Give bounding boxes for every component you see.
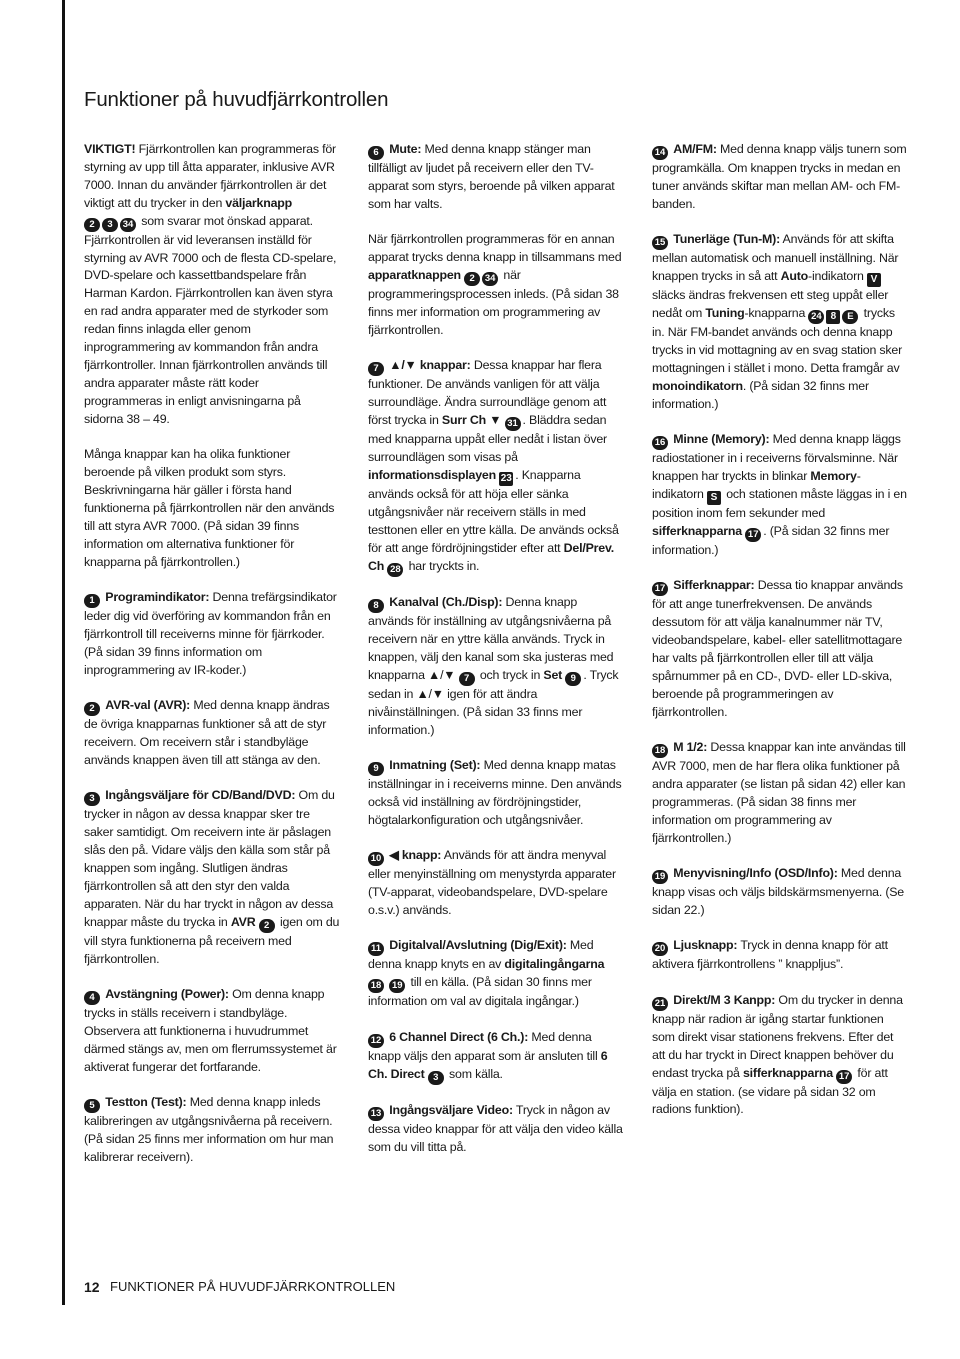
- display-indicator-ref: 23: [500, 472, 512, 484]
- item-20: 20 Ljusknapp: Tryck in denna knapp för att aktivera fjärrkontrollens ” knappljus”.: [652, 938, 888, 972]
- ref-number: 24: [808, 310, 824, 324]
- left-vertical-rule: [62, 0, 65, 1305]
- item-11: 11 Digitalval/Avslutning (Dig/Exit): Med denna knapp knyts en av digitalingångarna 18 19 till en källa. (På sidan 30 finns mer information om val av digitala ingångar.): [368, 938, 605, 1009]
- item-number: 13: [368, 1107, 384, 1121]
- display-indicator-ref: V: [867, 273, 881, 287]
- ref-number: 28: [387, 563, 403, 577]
- footer-section-name: FUNKTIONER PÅ HUVUDFJÄRRKONTROLLEN: [110, 1279, 396, 1294]
- ref-number: 7: [459, 672, 475, 686]
- item-number: 2: [84, 702, 100, 716]
- item-number: 15: [652, 236, 668, 250]
- item-2: 2 AVR-val (AVR): Med denna knapp ändras de övriga knapparnas funktioner så att de styr receivern. Om receivern står i standbyläge används knappen även till att stänga av den.: [84, 698, 330, 767]
- item-number: 18: [652, 744, 668, 758]
- item-3: 3 Ingångsväljare för CD/Band/DVD: Om du trycker in någon av dessa knappar sker tre saker samtidigt. Om receivern inte är påslagen slås den på. Vidare väljs den källa som står på knappen som ingång. Slutligen ändras fjärrkontrollen så att den styr den valda apparaten. När du har tryckt in någon av dessa knappar måste du trycka in AVR 2 igen om du vill styra funktionerna på receivern med fjärrkontrollen.: [84, 788, 340, 966]
- column-1: [84, 141, 340, 1184]
- item-9: 9 Inmatning (Set): Med denna knapp matas inställningar in i receiverns minne. Den används också vid inställning av fördröjningstider, högtalarkonfiguration och utgångsnivåer.: [368, 757, 622, 827]
- ref-number: 9: [565, 672, 581, 686]
- item-7: 7 ▲/▼ knappar: Dessa knappar har flera funktioner. De används vanligen för att välja surroundläge. Ändra surroundläge genom att först trycka in Surr Ch ▼ 31 . Bläddra sedan med knapparna uppåt eller nedåt i listan över surroundlägen som visas på informationsdisplayen 23 . Knapparna används också för att höja eller sänka utgångsnivåer när receivern ställs in med testtonen eller en yttre källa. De används också för att ange fördröjningstider efter att Del/Prev. Ch 28 har tryckts in.: [368, 358, 619, 575]
- item-number: 17: [652, 582, 668, 596]
- item-5: 5 Testton (Test): Med denna knapp inleds kalibreringen av utgångsnivåerna på receivern. (På sidan 25 finns mer information om hur man kalibrerar receivern).: [84, 1095, 334, 1164]
- item-6: 6 Mute: Med denna knapp stänger man tillfälligt av ljudet på receivern eller den TV-apparat som styrs, beroende på vilken apparat som har valts.: [368, 142, 615, 211]
- item-number: 7: [368, 362, 384, 376]
- ref-number: 17: [836, 1070, 852, 1084]
- ref-number: 3: [428, 1071, 444, 1085]
- item-number: 14: [652, 146, 668, 160]
- item-12: 12 6 Channel Direct (6 Ch.): Med denna knapp väljs den apparat som är ansluten till 6 Ch. Direct 3 som källa.: [368, 1029, 608, 1083]
- item-number: 10: [368, 852, 384, 866]
- ref-number: 31: [505, 417, 521, 431]
- display-indicator-ref: S: [707, 491, 721, 505]
- column-3: [652, 141, 908, 1137]
- page-title: Funktioner på huvudfjärrkontrollen: [84, 88, 389, 111]
- item-number: 8: [368, 599, 384, 613]
- item-1: 1 Programindikator: Denna trefärgsindikator leder dig vid överföring av kommandon från en fjärrkontroll till receiverns minne för fjärrkoder. (På sidan 39 finns information om inprogrammering av IR-koder.): [84, 589, 337, 677]
- item-6-note: När fjärrkontrollen programmeras för en annan apparat trycks denna knapp in tillsammans med apparatknappen 2 34 när programmeringsprocessen inleds. (På sidan 38 finns mer information om programmering av fjärrkontrollen.: [368, 232, 622, 337]
- item-number: 9: [368, 762, 384, 776]
- item-number: 3: [84, 792, 100, 806]
- item-10: 10 ◀ knapp: Används för att ändra menyval eller menyinställning om menystyrda apparater (TV-apparat, videobandspelare, DVD-spelare o.s.v.) används.: [368, 848, 616, 917]
- ref-number: 18: [368, 979, 384, 993]
- ref-number: 2: [259, 919, 275, 933]
- ref-number: E: [842, 310, 858, 324]
- item-number: 4: [84, 991, 100, 1005]
- item-17: 17 Sifferknappar: Dessa tio knappar används för att ange tunerfrekvensen. De används dessutom för att välja kanalnummer när TV, videobandspelare, kabel- eller satellitmottagare har valts på fjärrkontrollen eller till att välja spårnummer på en CD-, DVD- eller LD-skiva, beroende på programmeringen av fjärrkontrollen.: [652, 578, 903, 719]
- ref-number: 2: [464, 272, 480, 286]
- ref-number: 19: [389, 979, 405, 993]
- item-19: 19 Menyvisning/Info (OSD/Info): Med denna knapp visas och väljs bildskärmsmenyerna. (Se sidan 22.): [652, 866, 905, 917]
- item-number: 11: [368, 942, 384, 956]
- column-2: [368, 141, 624, 1174]
- item-number: 21: [652, 997, 668, 1011]
- ref-number: 34: [120, 218, 136, 232]
- item-21: 21 Direkt/M 3 Kanpp: Om du trycker in denna knapp när radion är igång startar funktionen som direkt visar stationens frekvens. Efter det att du har tryckt in Direct knappen behöver du endast trycka på sifferknapparna 17 för att välja en station. (se vidare på sidan 32 om radions funktion).: [652, 992, 903, 1117]
- item-number: 1: [84, 594, 100, 608]
- intro-paragraph: VIKTIGT! Fjärrkontrollen kan programmeras för styrning av upp till åtta apparater, inklusive AVR 7000. Innan du använder fjärrkontrollen är det viktigt att du trycker in den väljarknapp 2 3 34 som svarar mot önskad apparat. Fjärrkontrollen är vid leveransen inställd för styrning av AVR 7000 och de flesta CD-spelare, DVD-spelare och kassettbandspelare från Harman Kardon. Fjärrkontrollen kan även styra en rad andra apparater med de styrkoder som redan finns inlagda eller genom inprogrammering av kommandon från andra fjärrkontroller. Innan fjärrkontrollen används till andra apparater måste rätt koder programmeras in enligt anvisningarna på sidorna 38 – 49.: [84, 142, 337, 426]
- item-13: 13 Ingångsväljare Video: Tryck in någon av dessa video knappar för att välja den video källa som du vill titta på.: [368, 1103, 623, 1154]
- item-number: 20: [652, 942, 668, 956]
- ref-number: 34: [482, 272, 498, 286]
- page-number: 12: [84, 1279, 100, 1295]
- intro-paragraph-2: Många knappar kan ha olika funktioner beroende på vilken produkt som styrs. Beskrivningarna här gäller i första hand funktionerna på fjärrkontrollen när den används till att styra AVR 7000. (På sidan 39 finns information om alternativa funktioner för knapparna på fjärrkontrollen.): [84, 447, 335, 569]
- item-number: 6: [368, 146, 384, 160]
- item-number: 16: [652, 436, 668, 450]
- ref-number: 17: [745, 528, 761, 542]
- item-15: 15 Tunerläge (Tun-M): Används för att skifta mellan automatisk och manuell inställning. När knappen trycks in så att Auto-indikatorn V släcks ändras frekvensen ett steg uppåt eller nedåt om Tuning-knapparna 24 8 E trycks in. När FM-bandet används och denna knapp trycks in vid mottagning av en svag station sker mottagningen i stället i mono. Detta framgår av monoindikatorn. (På sidan 32 finns mer information.): [652, 232, 903, 411]
- item-4: 4 Avstängning (Power): Om denna knapp trycks in ställs receivern i standbyläge. Observera att funktionerna i huvudrummet därmed stängs av, men om flerrumssystemet är aktiverat fungerar det fortfarande.: [84, 987, 337, 1074]
- item-number: 19: [652, 870, 668, 884]
- ref-number: 3: [102, 218, 118, 232]
- item-14: 14 AM/FM: Med denna knapp väljs tunern som programkälla. Om knappen trycks in medan en tuner används skiftar man mellan AM- och FM-banden.: [652, 142, 907, 211]
- item-18: 18 M 1/2: Dessa knappar kan inte användas till AVR 7000, men de har flera olika funktioner på andra apparater (se listan på sidan 42) eller kan programmeras. (På sidan 38 finns mer information om programmering av fjärrkontrollen.): [652, 740, 906, 845]
- ref-number: 8: [826, 310, 840, 324]
- item-8: 8 Kanalval (Ch./Disp): Denna knapp används för inställning av utgångsnivåerna på receivern när en yttre källa används. Tryck in knappen, välj den kanal som ska justeras med knapparna ▲/▼ 7 och tryck in Set 9 . Tryck sedan in ▲/▼ igen för att ändra nivåinställningen. (På sidan 33 finns mer information.): [368, 595, 619, 737]
- item-16: 16 Minne (Memory): Med denna knapp läggs radiostationer in i receiverns förvalsminne. När knappen har tryckts in blinkar Memory-indikatorn S och stationen måste läggas in i en position inom fem sekunder med sifferknapparna 17 . (På sidan 32 finns mer information.): [652, 432, 907, 557]
- ref-number: 2: [84, 218, 100, 232]
- item-number: 12: [368, 1034, 384, 1048]
- item-number: 5: [84, 1099, 100, 1113]
